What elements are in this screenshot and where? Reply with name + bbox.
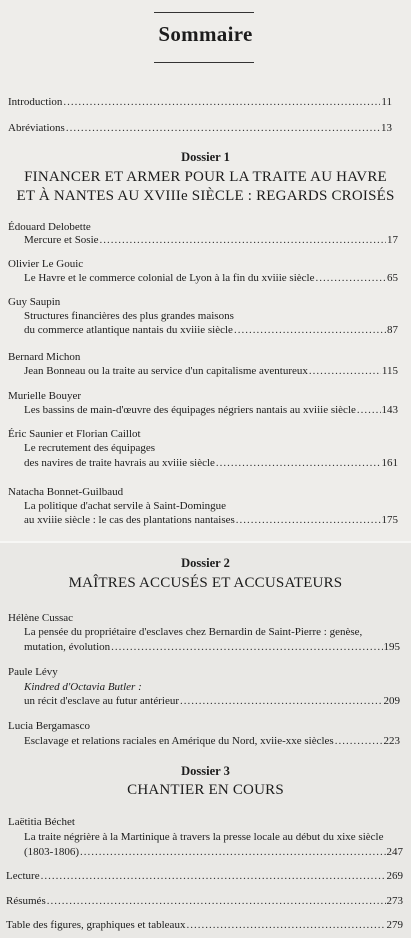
entry-page: 115 — [381, 365, 398, 377]
entry-label: Résumés — [6, 895, 46, 907]
leader-dots — [236, 514, 381, 526]
leader-dots — [111, 641, 382, 653]
entry-page: 87 — [387, 324, 398, 336]
entry-page: 11 — [381, 96, 392, 108]
entry-author: Bernard Michon — [8, 351, 81, 363]
leader-dots — [100, 234, 386, 246]
entry-title: Esclavage et relations raciales en Amérique du Nord, xviie-xxe siècles — [24, 735, 334, 747]
entry-author: Murielle Bouyer — [8, 390, 82, 402]
entry-page: 143 — [381, 404, 398, 416]
title-rule-bottom — [154, 62, 254, 63]
entry-author: Olivier Le Gouic — [8, 258, 84, 270]
leader-dots — [66, 122, 380, 134]
leader-dots — [309, 365, 381, 377]
toc-entry — [24, 735, 400, 747]
toc-entry-resumes — [6, 895, 403, 907]
entry-title: (1803-1806) — [24, 846, 79, 858]
toc-entry — [24, 514, 398, 526]
entry-page: 223 — [383, 735, 400, 747]
toc-entry — [24, 641, 400, 653]
entry-page: 17 — [387, 234, 398, 246]
entry-page: 161 — [381, 457, 398, 469]
page-title: Sommaire — [158, 22, 253, 46]
entry-author: Édouard Delobette — [8, 221, 91, 233]
leader-dots — [335, 735, 383, 747]
leader-dots — [47, 895, 386, 907]
entry-author: Lucia Bergamasco — [8, 720, 90, 732]
entry-page: 195 — [383, 641, 400, 653]
leader-dots — [180, 695, 383, 707]
entry-title: un récit d'esclave au futur antérieur — [24, 695, 179, 707]
entry-title: La traite négrière à la Martinique à travers la presse locale au début du xixe siècle — [24, 831, 384, 843]
toc-entry — [24, 404, 398, 416]
leader-dots — [357, 404, 381, 416]
entry-page: 65 — [387, 272, 398, 284]
entry-title: au xviiie siècle : le cas des plantations nantaises — [24, 514, 235, 526]
leader-dots — [186, 919, 385, 931]
toc-entry — [24, 272, 398, 284]
dossier-3-title: CHANTIER EN COURS — [127, 782, 284, 798]
entry-title: La pensée du propriétaire d'esclaves chez Bernardin de Saint-Pierre : genèse, — [24, 626, 363, 638]
entry-label: Lecture — [6, 870, 40, 882]
entry-title: Structures financières des plus grandes maisons — [24, 310, 234, 322]
dossier-1-title-line-1: FINANCER ET ARMER POUR LA TRAITE AU HAVRE — [24, 169, 387, 185]
entry-title: Le Havre et le commerce colonial de Lyon à la fin du xviiie siècle — [24, 272, 315, 284]
entry-label: Table des figures, graphiques et tableaux — [6, 919, 186, 931]
toc-entry-table-des-figures — [6, 919, 403, 931]
entry-label: Introduction — [8, 96, 63, 108]
dossier-1-label: Dossier 1 — [181, 150, 230, 164]
entry-author: Hélène Cussac — [8, 612, 74, 624]
entry-title: Kindred d'Octavia Butler : — [24, 681, 142, 693]
toc-entry — [24, 324, 398, 336]
dossier-1-title-line-2: ET À NANTES AU XVIIIe SIÈCLE : REGARDS CROISÉS — [16, 188, 395, 204]
toc-entry-abreviations — [8, 122, 392, 134]
entry-title: mutation, évolution — [24, 641, 111, 653]
leader-dots — [216, 457, 381, 469]
entry-author: Natacha Bonnet-Guilbaud — [8, 486, 124, 498]
entry-title: Jean Bonneau ou la traite au service d'un capitalisme aventureux — [24, 365, 308, 377]
toc-entry — [24, 365, 398, 377]
entry-page: 269 — [386, 870, 403, 882]
toc-entry-lecture — [6, 870, 403, 882]
entry-page: 175 — [381, 514, 398, 526]
toc-entry — [24, 457, 398, 469]
entry-page: 13 — [381, 122, 392, 134]
toc-entry — [24, 846, 403, 858]
dossier-2-title: MAÎTRES ACCUSÉS ET ACCUSATEURS — [68, 575, 343, 591]
toc-entry — [24, 234, 398, 246]
toc-entry — [24, 695, 400, 707]
entry-page: 279 — [386, 919, 403, 931]
entry-title: des navires de traite havrais au xviiie siècle — [24, 457, 215, 469]
entry-page: 273 — [386, 895, 403, 907]
leader-dots — [80, 846, 386, 858]
leader-dots — [63, 96, 380, 108]
title-rule-top — [154, 12, 254, 13]
entry-author: Paule Lévy — [8, 666, 58, 678]
leader-dots — [41, 870, 386, 882]
entry-page: 209 — [383, 695, 400, 707]
leader-dots — [234, 324, 386, 336]
dossier-3-label: Dossier 3 — [181, 764, 230, 778]
entry-title: Les bassins de main-d'œuvre des équipages négriers nantais au xviiie siècle — [24, 404, 356, 416]
entry-author: Guy Saupin — [8, 296, 61, 308]
entry-title: du commerce atlantique nantais du xviiie siècle — [24, 324, 233, 336]
dossier-2-label: Dossier 2 — [181, 556, 230, 570]
entry-label: Abréviations — [8, 122, 65, 134]
leader-dots — [315, 272, 386, 284]
page-seam — [0, 541, 411, 543]
entry-title: Mercure et Sosie — [24, 234, 99, 246]
entry-author: Éric Saunier et Florian Caillot — [8, 428, 141, 440]
toc-entry-introduction — [8, 96, 392, 108]
entry-author: Laëtitia Béchet — [8, 816, 75, 828]
entry-page: 247 — [386, 846, 403, 858]
entry-title: La politique d'achat servile à Saint-Domingue — [24, 500, 227, 512]
entry-title: Le recrutement des équipages — [24, 442, 156, 454]
